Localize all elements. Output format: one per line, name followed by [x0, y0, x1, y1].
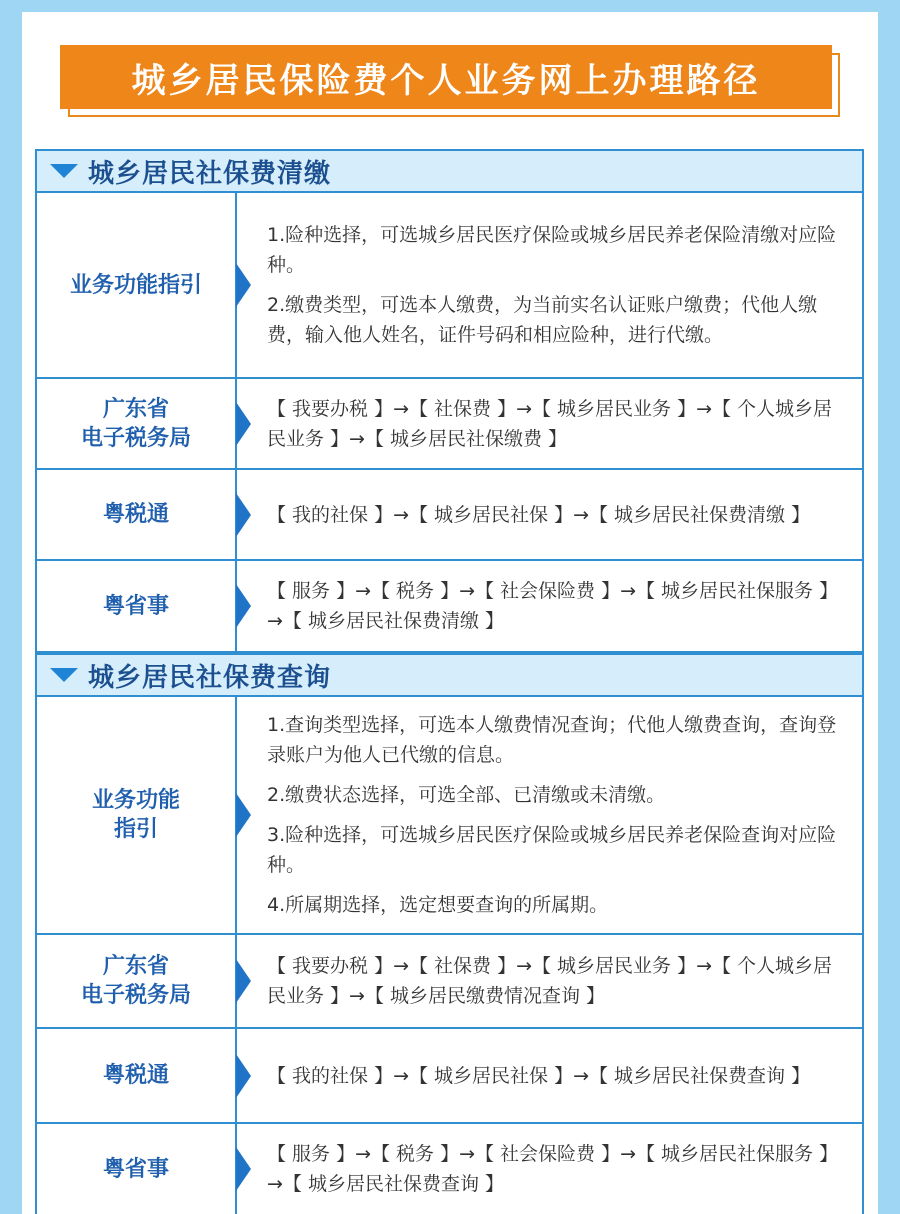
- row-content: [237, 1029, 862, 1122]
- row-label: [37, 1124, 237, 1214]
- guide-item: 2.缴费状态选择，可选全部、已清缴或未清缴。: [267, 784, 666, 806]
- arrow-right-icon: [236, 493, 251, 537]
- triangle-down-icon: [50, 668, 78, 682]
- path-text: 【 我要办税 】→【 社保费 】→【 城乡居民业务 】→【 个人城乡居民业务 】→【 城乡居民社保缴费 】: [267, 397, 833, 450]
- row-content: [237, 561, 862, 651]
- guide-item: 1.查询类型选择，可选本人缴费情况查询；代他人缴费查询，查询登录账户为他人已代缴的信息。: [267, 714, 837, 766]
- row-label-text: 广东省 电子税务局: [80, 396, 191, 451]
- row-label-text: 广东省 电子税务局: [80, 954, 191, 1008]
- path-text: 【 服务 】→【 税务 】→【 社会保险费 】→【 城乡居民社保服务 】→【 城乡居民社保费查询 】: [267, 1143, 839, 1195]
- row-yueshengshi: [35, 1124, 864, 1214]
- arrow-right-icon: [236, 402, 251, 446]
- section-header-payment: [35, 149, 864, 193]
- row-content: [237, 193, 862, 377]
- path-text: 【 我的社保 】→【 城乡居民社保 】→【 城乡居民社保费清缴 】: [267, 503, 811, 526]
- guide-item: 4.所属期选择，选定想要查询的所属期。: [267, 894, 609, 916]
- row-label-text: 粤税通: [102, 1063, 169, 1088]
- row-label: [37, 561, 237, 651]
- title-banner: [60, 45, 840, 117]
- section-title: 城乡居民社保费查询: [88, 662, 332, 693]
- path-text: 【 服务 】→【 税务 】→【 社会保险费 】→【 城乡居民社保服务 】→【 城乡居民社保费清缴 】: [267, 580, 839, 632]
- row-etax: [35, 379, 864, 470]
- triangle-down-icon: [50, 164, 78, 178]
- row-label: [37, 1029, 237, 1122]
- section-title: 城乡居民社保费清缴: [88, 158, 332, 189]
- arrow-right-icon: [236, 1147, 251, 1191]
- path-text: 【 我要办税 】→【 社保费 】→【 城乡居民业务 】→【 个人城乡居民业务 】→【 城乡居民缴费情况查询 】: [267, 955, 833, 1007]
- row-label-text: 业务功能指引: [69, 272, 202, 298]
- row-content: [237, 470, 862, 559]
- row-content: [237, 379, 862, 468]
- row-label: [37, 935, 237, 1027]
- row-label-text: 粤税通: [102, 502, 169, 527]
- section-header-query: [35, 653, 864, 697]
- row-label: [37, 697, 237, 933]
- guide-item: 1.险种选择，可选城乡居民医疗保险或城乡居民养老保险清缴对应险种。: [267, 224, 837, 276]
- row-yueshuitong: [35, 1029, 864, 1124]
- row-function-guide: [35, 193, 864, 379]
- arrow-right-icon: [236, 263, 251, 307]
- row-label-text: 业务功能 指引: [91, 788, 180, 842]
- row-yueshuitong: [35, 470, 864, 561]
- row-label-text: 粤省事: [102, 593, 169, 619]
- page-title: 城乡居民保险费个人业务网上办理路径: [60, 45, 832, 109]
- row-content: [237, 1124, 862, 1214]
- arrow-right-icon: [236, 793, 251, 837]
- guide-item: 2.缴费类型，可选本人缴费，为当前实名认证账户缴费；代他人缴费，输入他人姓名，证件号码和相应险种，进行代缴。: [267, 294, 818, 346]
- arrow-right-icon: [236, 584, 251, 628]
- row-yueshengshi: [35, 561, 864, 653]
- row-content: [237, 935, 862, 1027]
- row-label: [37, 193, 237, 377]
- guide-item: 3.险种选择，可选城乡居民医疗保险或城乡居民养老保险查询对应险种。: [267, 824, 837, 876]
- arrow-right-icon: [236, 1054, 251, 1098]
- row-label-text: 粤省事: [102, 1156, 169, 1182]
- row-content: [237, 697, 862, 933]
- row-label: [37, 470, 237, 559]
- arrow-right-icon: [236, 959, 251, 1003]
- row-function-guide: [35, 697, 864, 935]
- row-etax: [35, 935, 864, 1029]
- row-label: [37, 379, 237, 468]
- path-text: 【 我的社保 】→【 城乡居民社保 】→【 城乡居民社保费查询 】: [267, 1064, 811, 1087]
